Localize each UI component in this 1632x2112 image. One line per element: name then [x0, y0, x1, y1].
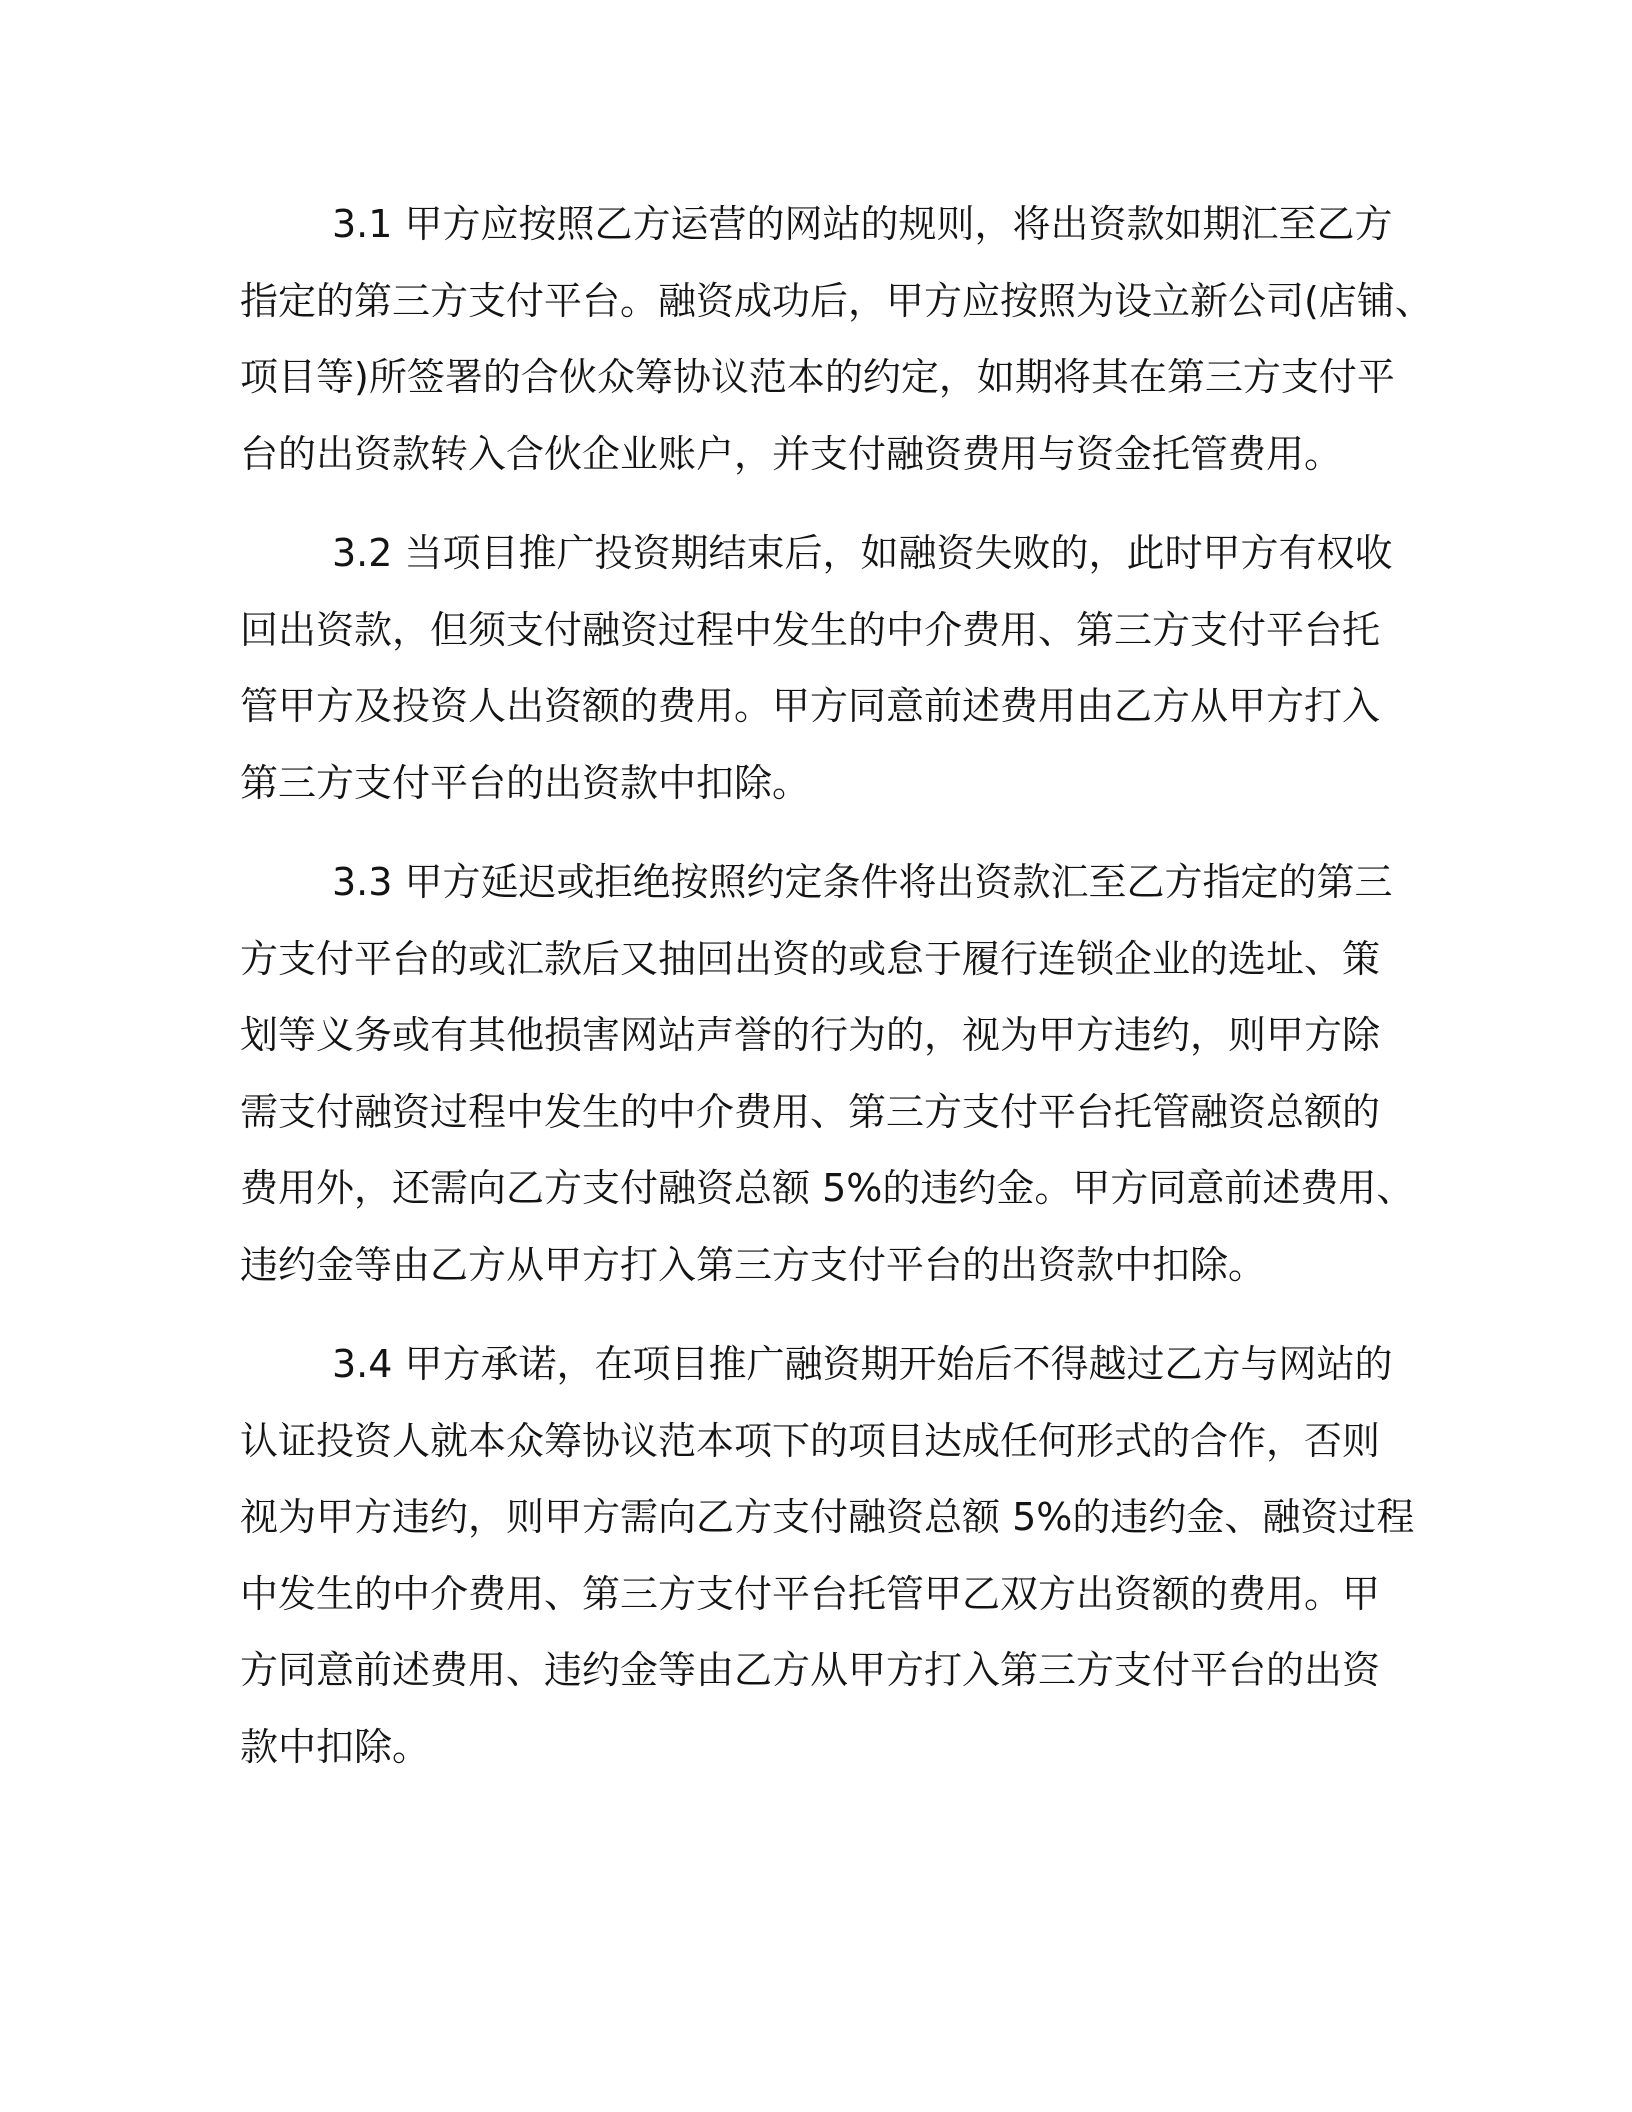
- clause-line: 需支付融资过程中发生的中介费用、第三方支付平台托管融资总额的: [240, 1089, 1381, 1134]
- clause-line: 3.2 当项目推广投资期结束后，如融资失败的，此时甲方有权收: [332, 531, 1393, 575]
- clause-line: 款中扣除。: [240, 1724, 431, 1769]
- clause-line: 方同意前述费用、违约金等由乙方从甲方打入第三方支付平台的出资: [240, 1648, 1381, 1692]
- clause-line: 方支付平台的或汇款后又抽回出资的或怠于履行连锁企业的选址、策: [240, 936, 1381, 981]
- clause-line: 视为甲方违约，则甲方需向乙方支付融资总额 5%的违约金、融资过程: [240, 1495, 1415, 1539]
- clause-3-4: [240, 1326, 1415, 1785]
- clause-line: 台的出资款转入合伙企业账户，并支付融资费用与资金托管费用。: [240, 431, 1343, 476]
- clause-line: 3.4 甲方承诺，在项目推广融资期开始后不得越过乙方与网站的: [332, 1342, 1393, 1386]
- clause-line: 指定的第三方支付平台。融资成功后，甲方应按照为设立新公司(店铺、: [240, 278, 1433, 323]
- clause-3-1: [240, 186, 1433, 492]
- clause-3-3: [240, 844, 1415, 1303]
- clause-line: 3.3 甲方延迟或拒绝按照约定条件将出资款汇至乙方指定的第三: [332, 860, 1393, 904]
- clause-line: 划等义务或有其他损害网站声誉的行为的，视为甲方违约，则甲方除: [240, 1013, 1381, 1057]
- clause-line: 认证投资人就本众筹协议范本项下的项目达成任何形式的合作，否则: [240, 1418, 1381, 1463]
- clause-line: 3.1 甲方应按照乙方运营的网站的规则，将出资款如期汇至乙方: [332, 202, 1393, 246]
- clause-line: 回出资款，但须支付融资过程中发生的中介费用、第三方支付平台托: [240, 607, 1381, 652]
- clause-line: 项目等)所签署的合伙众筹协议范本的约定，如期将其在第三方支付平: [240, 355, 1395, 399]
- clause-3-2: [240, 515, 1393, 821]
- clause-line: 费用外，还需向乙方支付融资总额 5%的违约金。甲方同意前述费用、: [240, 1166, 1415, 1210]
- clause-line: 第三方支付平台的出资款中扣除。: [240, 760, 811, 805]
- clause-line: 违约金等由乙方从甲方打入第三方支付平台的出资款中扣除。: [240, 1242, 1267, 1287]
- document-body: [240, 186, 1433, 1808]
- clause-line: 管甲方及投资人出资额的费用。甲方同意前述费用由乙方从甲方打入: [240, 684, 1381, 728]
- clause-line: 中发生的中介费用、第三方支付平台托管甲乙双方出资额的费用。甲: [240, 1571, 1381, 1616]
